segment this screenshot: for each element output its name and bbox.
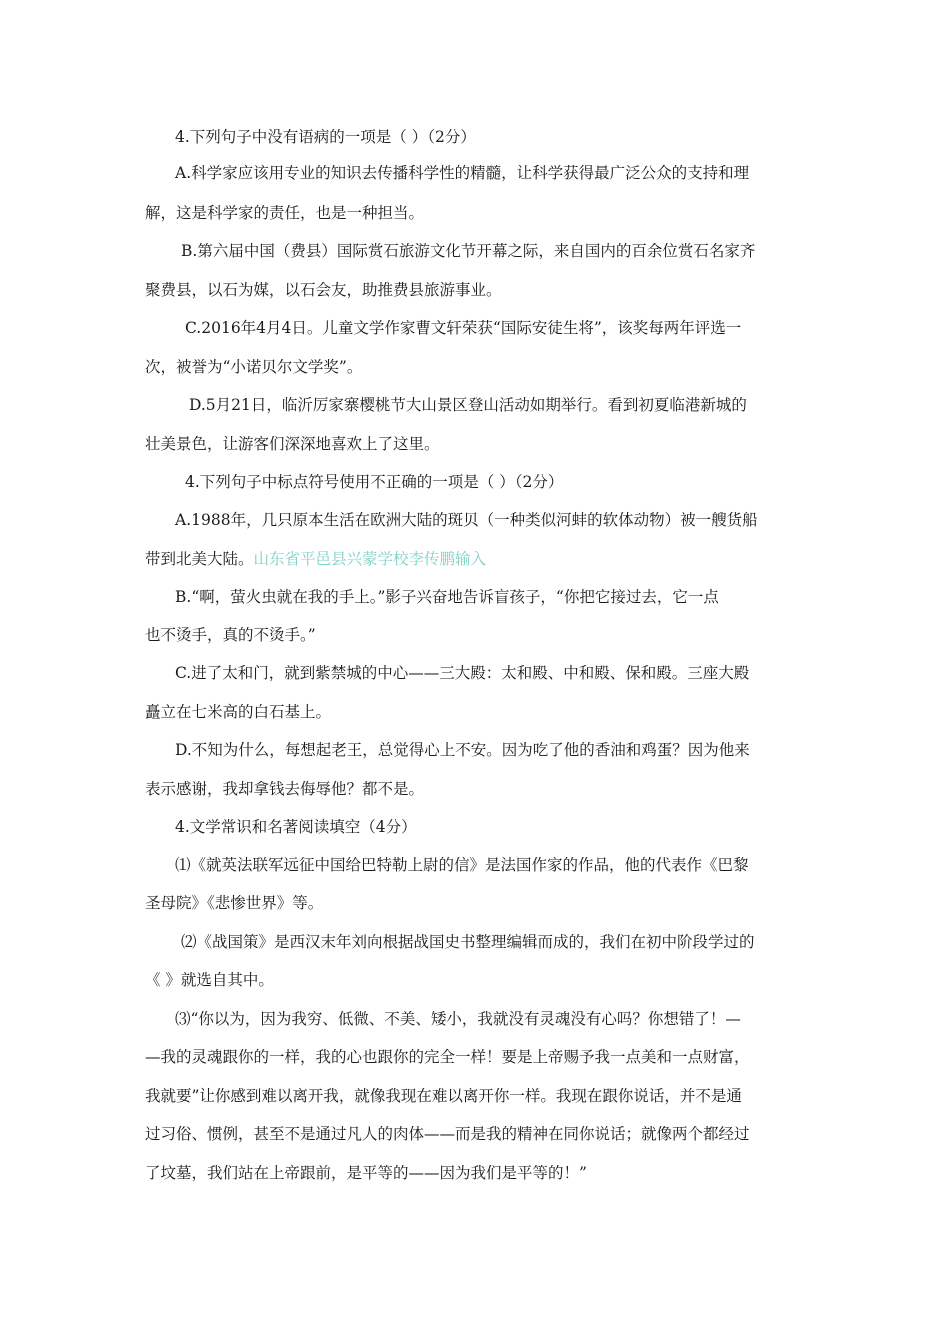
watermark-text: 山东省平邑县兴蒙学校李传鹏输入 bbox=[253, 550, 487, 568]
question-2-option-b: B.“啊，萤火虫就在我的手上。”影子兴奋地告诉盲孩子，“你把它接过去，它一点 bbox=[175, 588, 719, 606]
question-1-option-a: A.科学家应该用专业的知识去传播科学性的精髓，让科学获得最广泛公众的支持和理 bbox=[175, 164, 750, 182]
question-3-item-3-line-4: 过习俗、惯例，甚至不是通过凡人的肉体——而是我的精神在同你说话；就像两个都经过 bbox=[145, 1125, 750, 1143]
question-3-item-2-cont: 《 》就选自其中。 bbox=[145, 971, 274, 989]
question-2-option-d-cont: 表示感谢，我却拿钱去侮辱他？都不是。 bbox=[145, 780, 425, 798]
question-2-option-a: A.1988年，几只原本生活在欧洲大陆的斑贝（一种类似河蚌的软体动物）被一艘货船 bbox=[175, 511, 758, 529]
question-3-item-2: ⑵《战国策》是西汉末年刘向根据战国史书整理编辑而成的，我们在初中阶段学过的 bbox=[181, 933, 755, 951]
question-2-option-a-cont bbox=[145, 548, 486, 570]
question-3-item-3-line-5: 了坟墓，我们站在上帝跟前，是平等的——因为我们是平等的！” bbox=[145, 1164, 587, 1182]
question-2-option-d: D.不知为什么，每想起老王，总觉得心上不安。因为吃了他的香油和鸡蛋？因为他来 bbox=[175, 741, 750, 759]
question-1-option-b: B.第六届中国（费县）国际赏石旅游文化节开幕之际，来自国内的百余位赏石名家齐 bbox=[181, 242, 756, 260]
question-1-option-d: D.5月21日，临沂厉家寨樱桃节大山景区登山活动如期举行。看到初夏临港新城的 bbox=[189, 396, 747, 414]
question-1-option-c-cont: 次，被誉为“小诺贝尔文学奖”。 bbox=[145, 358, 363, 376]
option-a-text: 带到北美大陆。 bbox=[145, 550, 254, 568]
question-2-option-b-cont: 也不烫手，真的不烫手。” bbox=[145, 626, 316, 644]
question-1-option-a-cont: 解，这是科学家的责任，也是一种担当。 bbox=[145, 204, 425, 222]
question-2-option-c-cont: 矗立在七米高的白石基上。 bbox=[145, 703, 332, 721]
question-1-stem: 4.下列句子中没有语病的一项是（ ）（2分） bbox=[175, 128, 476, 146]
question-1-option-b-cont: 聚费县，以石为媒，以石会友，助推费县旅游事业。 bbox=[145, 281, 502, 299]
question-3-item-1: ⑴《就英法联军远征中国给巴特勒上尉的信》是法国作家的作品，他的代表作《巴黎 bbox=[175, 856, 749, 874]
question-3-item-3: ⑶“你以为，因为我穷、低微、不美、矮小，我就没有灵魂没有心吗？你想错了！— bbox=[175, 1010, 741, 1028]
question-3-item-3-line-3: 我就要”让你感到难以离开我，就像我现在难以离开你一样。我现在跟你说话，并不是通 bbox=[145, 1087, 742, 1105]
question-3-item-3-line-2: —我的灵魂跟你的一样，我的心也跟你的完全一样！要是上帝赐予我一点美和一点财富， bbox=[145, 1048, 750, 1066]
question-1-option-c: C.2016年4月4日。儿童文学作家曹文轩荣获“国际安徒生将”，该奖每两年评选一 bbox=[185, 319, 742, 337]
question-2-option-c: C.进了太和门，就到紫禁城的中心——三大殿：太和殿、中和殿、保和殿。三座大殿 bbox=[175, 664, 750, 682]
question-2-stem: 4.下列句子中标点符号使用不正确的一项是（ ）（2分） bbox=[185, 473, 564, 491]
question-1-option-d-cont: 壮美景色，让游客们深深地喜欢上了这里。 bbox=[145, 435, 440, 453]
question-3-stem: 4.文学常识和名著阅读填空（4分） bbox=[175, 818, 417, 836]
question-3-item-1-cont: 圣母院》《悲惨世界》等。 bbox=[145, 894, 324, 912]
